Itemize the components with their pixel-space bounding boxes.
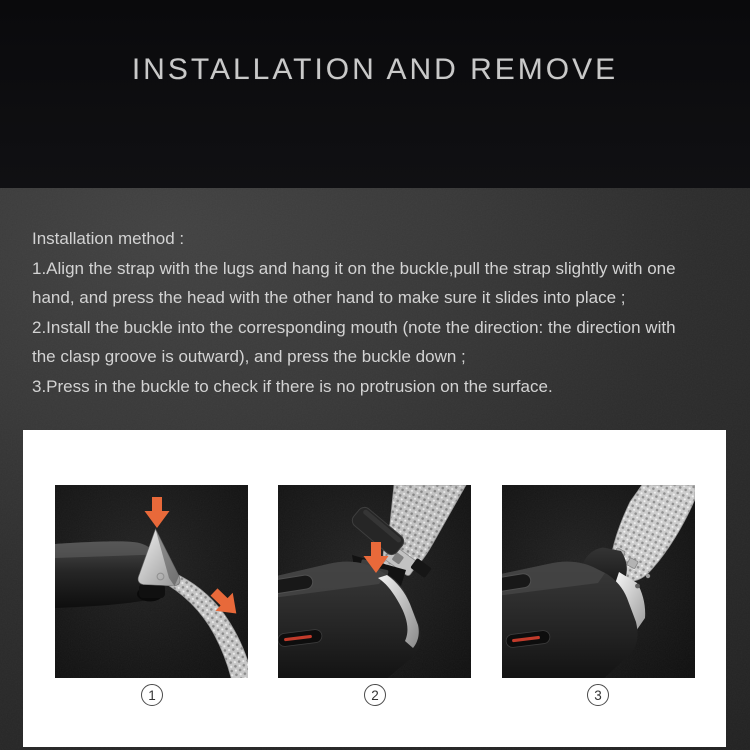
step-3-label xyxy=(587,684,609,706)
instruction-line: 1.Align the strap with the lugs and hang it on the buckle,pull the strap slightly with one xyxy=(32,258,676,278)
step-1-photo xyxy=(55,485,248,678)
step-3-photo xyxy=(502,485,695,678)
page-title: INSTALLATION AND REMOVE xyxy=(131,53,619,86)
step-2-number: 2 xyxy=(371,687,379,703)
step-3-number: 3 xyxy=(594,687,602,703)
step-1-number: 1 xyxy=(148,687,156,703)
step-1-label xyxy=(141,684,163,706)
title-band xyxy=(0,0,750,188)
step-2-photo xyxy=(278,485,471,678)
instruction-line: 3.Press in the buckle to check if there is no protrusion on the surface. xyxy=(32,376,553,396)
instruction-line: the clasp groove is outward), and press the buckle down ; xyxy=(32,347,466,366)
steps-card xyxy=(23,430,726,747)
instruction-line: hand, and press the head with the other hand to make sure it slides into place ; xyxy=(32,288,626,307)
step-2-label xyxy=(364,684,386,706)
instruction-heading: Installation method : xyxy=(32,229,185,248)
instructions-section xyxy=(32,224,738,401)
instruction-line: 2.Install the buckle into the corresponding mouth (note the direction: the direction with xyxy=(32,317,676,337)
